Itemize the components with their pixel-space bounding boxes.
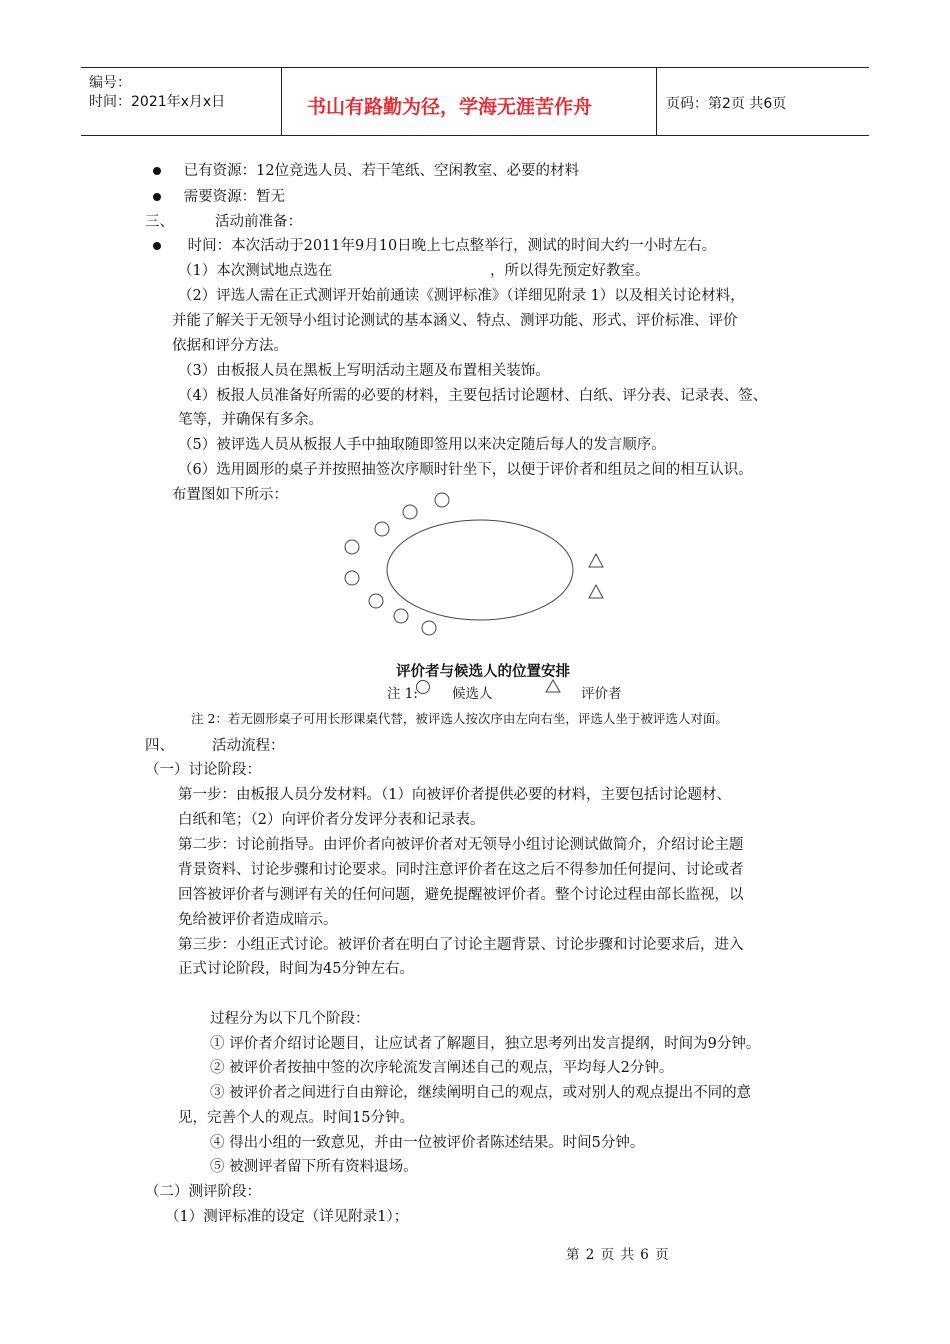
paragraph: 过程分为以下几个阶段： [210,1011,370,1027]
paragraph: 布置图如下所示： [172,487,288,503]
paragraph: （3）由板报人员在黑板上写明活动主题及布置相关装饰。 [178,363,550,379]
bullet-icon [153,167,161,175]
candidate-seat [435,493,449,507]
paragraph: 第二步：讨论前指导。由评价者向被评价者对无领导小组讨论测试做简介，介绍讨论主题 [178,837,744,853]
paragraph: 免给被评价者造成暗示。 [178,912,338,928]
header-page-label: 页码：第2页 共6页 [666,96,787,112]
paragraph: （5）被评选人员从板报人手中抽取随即签用以来决定随后每人的发言顺序。 [178,437,666,453]
paragraph: 正式讨论阶段，时间为45分钟左右。 [178,961,414,977]
bullet-icon [153,242,161,250]
round-table [387,520,573,620]
candidate-seat [345,571,359,585]
list-item: ① 评价者介绍讨论题目，让应试者了解题目，独立思考列出发言提纲，时间为9分钟。 [210,1036,761,1052]
list-item: ② 被评价者按抽中签的次序轮流发言阐述自己的观点，平均每人2分钟。 [210,1060,674,1076]
header-divider [656,68,657,135]
list-item: 时间：本次活动于2011年9月10日晚上七点整举行，测试的时间大约一小时左右。 [153,236,716,256]
paragraph: 并能了解关于无领导小组讨论测试的基本涵义、特点、测评功能、形式、评价标准、评价 [172,313,738,329]
candidate-legend-icon [415,679,431,695]
candidate-seat [422,621,436,635]
paragraph: 白纸和笔；（2）向评价者分发评分表和记录表。 [178,812,485,828]
candidate-seat [345,540,359,554]
candidate-seat [375,522,389,536]
paragraph: 第一步：由板报人员分发材料。（1）向被评价者提供必要的材料，主要包括讨论题材、 [178,787,731,803]
seating-diagram-svg [330,488,620,638]
list-item: 见，完善个人的观点。时间15分钟。 [178,1110,414,1126]
diagram-caption: 评价者与候选人的位置安排 [396,664,570,680]
header-divider [281,68,282,135]
section-4-title: 活动流程： [212,738,285,754]
section-3-title: 活动前准备： [215,214,302,230]
evaluator-seat [589,554,603,567]
diagram-legend [387,685,418,703]
seating-diagram [330,488,620,638]
paragraph: 回答被评价者与测评有关的任何问题，避免提醒被评价者。整个讨论过程由部长监视，以 [178,887,744,903]
diagram-note: 注 2：若无圆形桌子可用长形课桌代替，被评选人按次序由左向右坐，评选人坐于被评选人对面。 [191,711,728,726]
legend-note-label: 注 1: [387,686,418,702]
list-item: ④ 得出小组的一致意见，并由一位被评价者陈述结果。时间5分钟。 [210,1135,645,1151]
candidate-seat [394,609,408,623]
paragraph: 笔等，并确保有多余。 [178,412,323,428]
paragraph: （1）本次测试地点选在 [178,263,333,279]
subsection-title: （一）讨论阶段： [145,762,261,778]
page-header [81,67,869,136]
evaluator-seat [589,585,603,598]
document-code-label: 编号： [89,75,131,91]
paragraph: （2）评选人需在正式测评开始前通读《测评标准》（详细见附录 1）以及相关讨论材料， [178,288,745,304]
paragraph: （1）测评标准的设定（详见附录1）； [165,1209,409,1225]
paragraph: 依据和评分方法。 [172,338,288,354]
subsection-title: （二）测评阶段： [145,1184,261,1200]
paragraph: 背景资料、讨论步骤和讨论要求。同时注意评价者在这之后不得参加任何提问、讨论或者 [178,862,744,878]
paragraph: （4）板报人员准备好所需的必要的材料，主要包括讨论题材、白纸、评分表、记录表、签、 [178,388,768,404]
document-date-label: 时间：2021年x月x日 [89,94,226,110]
legend-candidate-label: 候选人 [452,686,493,702]
candidate-seat [369,594,383,608]
list-item: 已有资源：12位竞选人员、若干笔纸、空闲教室、必要的材料 [153,161,579,181]
bullet-icon [153,193,161,201]
paragraph: （6）选用圆形的桌子并按照抽签次序顺时针坐下，以便于评价者和组员之间的相互认识。 [178,462,753,478]
paragraph: ，所以得先预定好教室。 [490,263,650,279]
section-4-number: 四、 [145,738,174,754]
candidate-seat [403,505,417,519]
evaluator-legend-icon [544,678,562,694]
paragraph: 第三步：小组正式讨论。被评价者在明白了讨论主题背景、讨论步骤和讨论要求后，进入 [178,937,744,953]
section-3-number: 三、 [145,214,174,230]
header-motto: 书山有路勤为径，学海无涯苦作舟 [307,96,593,118]
list-item: ③ 被评价者之间进行自由辩论，继续阐明自己的观点，或对别人的观点提出不同的意 [210,1085,752,1101]
list-item: ⑤ 被测评者留下所有资料退场。 [210,1159,418,1175]
page-footer: 第 2 页 共 6 页 [566,1247,669,1263]
list-item: 需要资源：暂无 [153,187,285,207]
legend-evaluator-label: 评价者 [581,686,622,702]
